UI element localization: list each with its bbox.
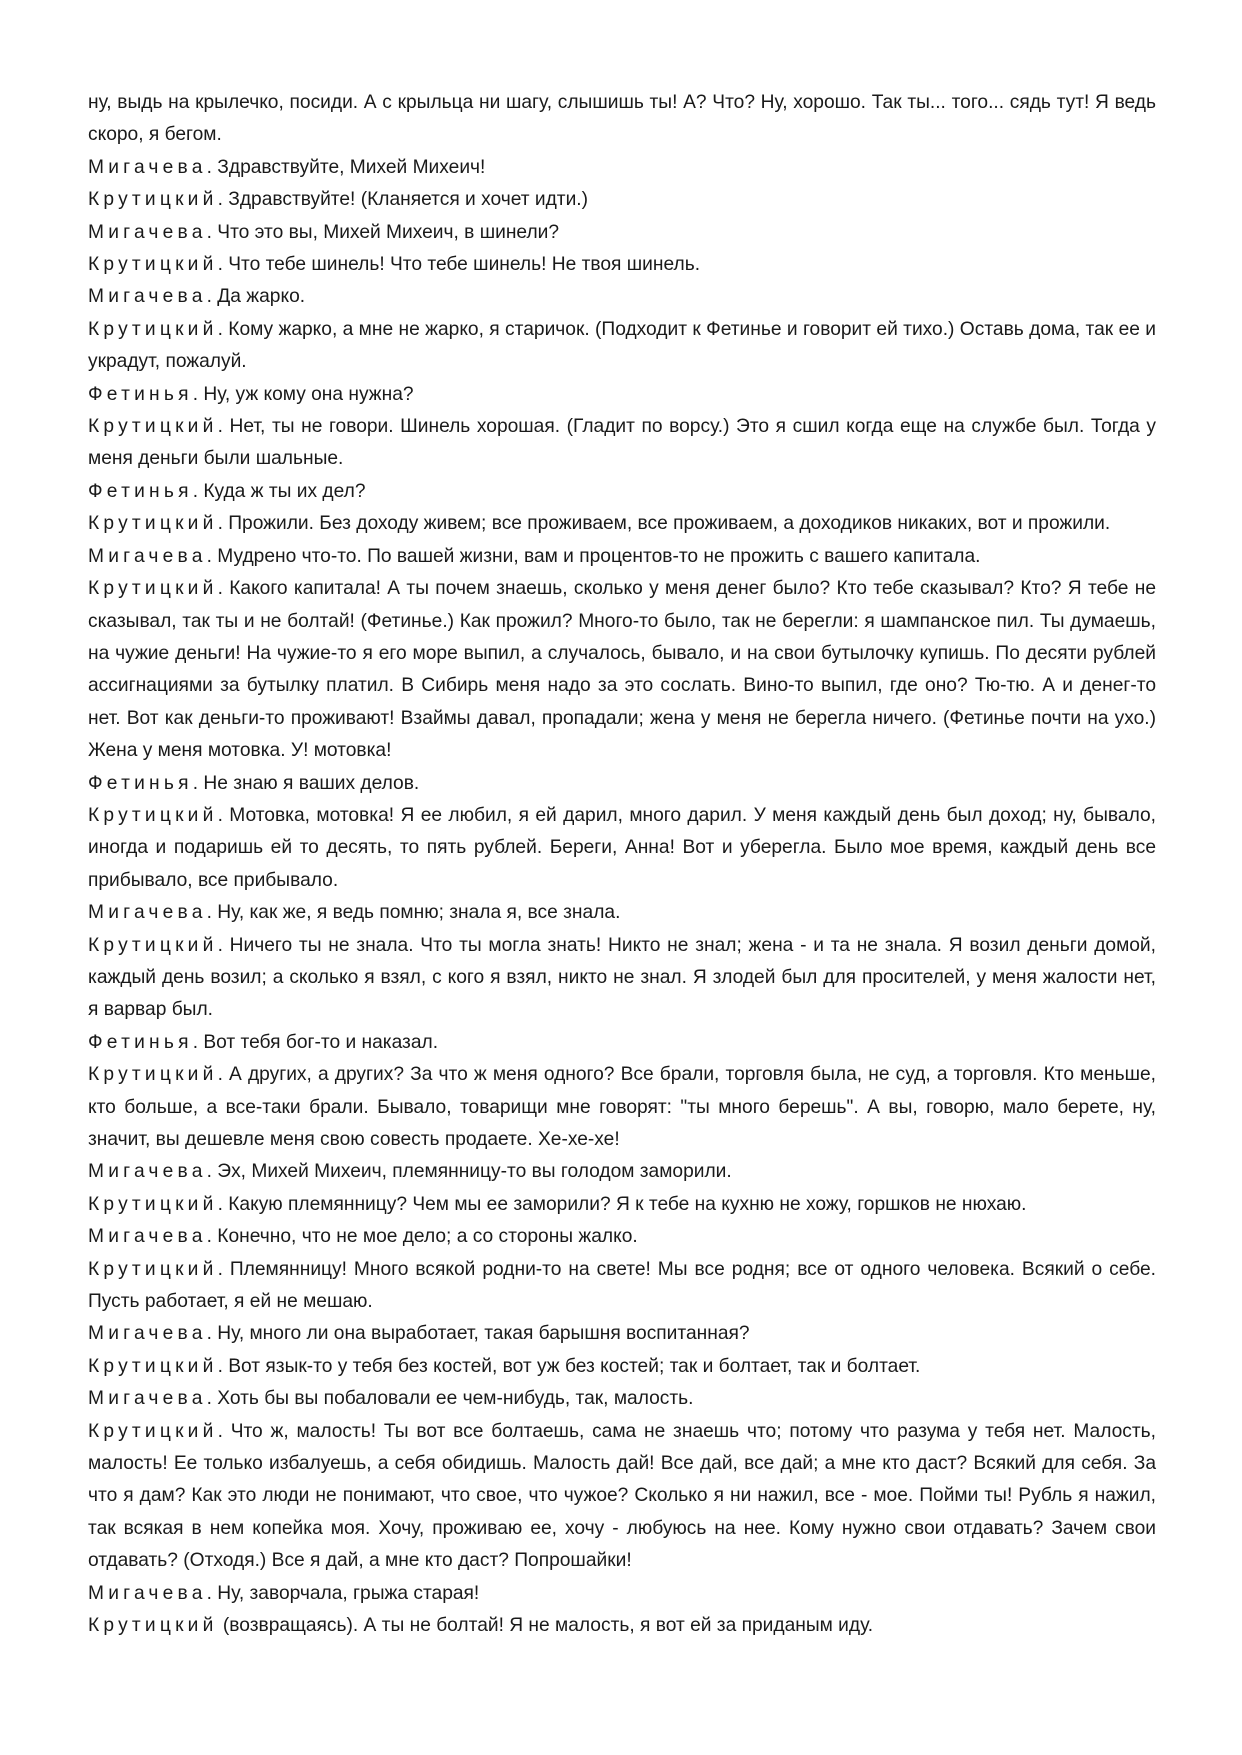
paragraph-4: [88, 217, 1156, 249]
speaker-name: Фетинья: [88, 1031, 193, 1053]
speaker-name: Мигачева: [88, 156, 207, 178]
speaker-name: Крутицкий: [88, 318, 218, 340]
paragraph-8: [88, 379, 1156, 411]
speaker-name: Крутицкий: [88, 254, 218, 276]
paragraph-29: [88, 1610, 1156, 1642]
paragraph-17: [88, 930, 1156, 1027]
paragraph-21: [88, 1189, 1156, 1221]
speaker-name: Мигачева: [88, 1226, 207, 1248]
paragraph-text: . Какую племянницу? Чем мы ее заморили? Я к тебе на кухню не хожу, горшков не нюхаю.: [217, 1193, 1027, 1215]
paragraph-26: [88, 1383, 1156, 1415]
speaker-name: Крутицкий: [88, 1615, 218, 1637]
speaker-name: Крутицкий: [88, 804, 218, 826]
speaker-name: Мигачева: [88, 221, 207, 243]
paragraph-7: [88, 314, 1156, 379]
paragraph-text: . Эх, Михей Михеич, племянницу-то вы голодом заморили.: [206, 1161, 732, 1183]
speaker-name: Крутицкий: [88, 416, 218, 438]
paragraph-text: . Ну, как же, я ведь помню; знала я, все знала.: [206, 902, 621, 924]
paragraph-11: [88, 508, 1156, 540]
paragraph-text: . Вот язык-то у тебя без костей, вот уж без костей; так и болтает, так и болтает.: [217, 1355, 921, 1377]
paragraph-9: [88, 411, 1156, 476]
speaker-name: Фетинья: [88, 480, 193, 502]
speaker-name: Крутицкий: [88, 189, 218, 211]
paragraph-text: . Вот тебя бог-то и наказал.: [192, 1031, 439, 1053]
paragraph-text: . Прожили. Без доходу живем; все проживаем, все проживаем, а доходиков никаких, вот и прожили.: [217, 513, 1111, 535]
speaker-name: Крутицкий: [88, 1064, 218, 1086]
paragraph-22: [88, 1221, 1156, 1253]
speaker-name: Мигачева: [88, 286, 207, 308]
paragraph-text: . Нет, ты не говори. Шинель хорошая. (Гладит по ворсу.) Это я сшил когда еще на службе был. Тогда у меня деньги были шальные.: [88, 416, 1156, 470]
paragraph-12: [88, 541, 1156, 573]
document-page: [88, 87, 1156, 1643]
paragraph-text: (возвращаясь). А ты не болтай! Я не малость, я вот ей за приданым иду.: [217, 1615, 874, 1637]
paragraph-text: . Мотовка, мотовка! Я ее любил, я ей дарил, много дарил. У меня каждый день был доход; ну, бывало, иногда и подаришь ей то десять, то пять рублей. Береги, Анна! Вот и уберегла. Было мое время, каждый день все прибывало, все прибывало.: [88, 804, 1156, 891]
paragraph-3: [88, 184, 1156, 216]
paragraph-text: . Мудрено что-то. По вашей жизни, вам и процентов-то не прожить с вашего капитала.: [206, 545, 981, 567]
speaker-name: Мигачева: [88, 545, 207, 567]
paragraph-text: . Что это вы, Михей Михеич, в шинели?: [206, 221, 560, 243]
paragraph-20: [88, 1156, 1156, 1188]
speaker-name: Крутицкий: [88, 513, 218, 535]
paragraph-text: . Ничего ты не знала. Что ты могла знать! Никто не знал; жена - и та не знала. Я возил деньги домой, каждый день возил; а сколько я взял, с кого я взял, никто не знал. Я злодей был для просителей, у меня жалости нет, я варвар был.: [88, 934, 1156, 1021]
speaker-name: Крутицкий: [88, 1420, 218, 1442]
paragraph-text: . Какого капитала! А ты почем знаешь, сколько у меня денег было? Кто тебе сказывал? Кто? Я тебе не сказывал, так ты и не болтай! (Фетинье.) Как прожил? Много-то было, так не берегли: я шампанское пил. Ты думаешь, на чужие деньги! На чужие-то я его море выпил, а случалось, бывало, и на свои бутылочку купишь. По десяти рублей ассигнациями за бутылку платил. В Сибирь меня надо за это сослать. Вино-то выпил, где оно? Тю-тю. А и денег-то нет. Вот как деньги-то проживают! Взаймы давал, пропадали; жена у меня не берегла ничего. (Фетинье почти на ухо.) Жена у меня мотовка. У! мотовка!: [88, 578, 1156, 762]
paragraph-19: [88, 1059, 1156, 1156]
speaker-name: Крутицкий: [88, 1355, 218, 1377]
paragraph-24: [88, 1318, 1156, 1350]
paragraph-18: [88, 1027, 1156, 1059]
paragraph-text: . Здравствуйте, Михей Михеич!: [206, 156, 486, 178]
paragraph-text: . Куда ж ты их дел?: [192, 480, 366, 502]
speaker-name: Мигачева: [88, 1388, 207, 1410]
paragraph-10: [88, 476, 1156, 508]
speaker-name: Мигачева: [88, 1323, 207, 1345]
speaker-name: Крутицкий: [88, 934, 218, 956]
paragraph-28: [88, 1578, 1156, 1610]
paragraph-1: [88, 87, 1156, 152]
speaker-name: Фетинья: [88, 383, 193, 405]
paragraph-text: . Хоть бы вы побаловали ее чем-нибудь, так, малость.: [206, 1388, 694, 1410]
speaker-name: Крутицкий: [88, 578, 218, 600]
paragraph-text: . Не знаю я ваших делов.: [192, 772, 420, 794]
speaker-name: Мигачева: [88, 1582, 207, 1604]
paragraph-25: [88, 1351, 1156, 1383]
paragraph-2: [88, 152, 1156, 184]
speaker-name: Мигачева: [88, 1161, 207, 1183]
paragraph-5: [88, 249, 1156, 281]
paragraph-23: [88, 1254, 1156, 1319]
speaker-name: Мигачева: [88, 902, 207, 924]
paragraph-text: . Что ж, малость! Ты вот все болтаешь, сама не знаешь что; потому что разума у тебя нет. Малость, малость! Ее только избалуешь, а себя обидишь. Малость дай! Все дай, все дай; а мне кто даст? Всякий для себя. За что я дам? Как это люди не понимают, что свое, что чужое? Сколько я ни нажил, все - мое. Пойми ты! Рубль я нажил, так всякая в нем копейка моя. Хочу, проживаю ее, хочу - любуюсь на нее. Кому нужно свои отдавать? Зачем свои отдавать? (Отходя.) Все я дай, а мне кто даст? Попрошайки!: [88, 1420, 1156, 1572]
paragraph-text: . Ну, уж кому она нужна?: [192, 383, 414, 405]
paragraph-text: . Конечно, что не мое дело; а со стороны жалко.: [206, 1226, 638, 1248]
paragraph-text: . Здравствуйте! (Кланяется и хочет идти.): [217, 189, 589, 211]
paragraph-16: [88, 897, 1156, 929]
paragraph-14: [88, 768, 1156, 800]
paragraph-text: . Да жарко.: [206, 286, 306, 308]
paragraph-text: . Кому жарко, а мне не жарко, я старичок. (Подходит к Фетинье и говорит ей тихо.) Оставь дома, так ее и украдут, пожалуй.: [88, 318, 1156, 373]
paragraph-text: . А других, а других? За что ж меня одного? Все брали, торговля была, не суд, а торговля. Кто меньше, кто больше, а все-таки брали. Бывало, товарищи мне говорят: "ты много берешь". А вы, говорю, мало берете, ну, значит, вы дешевле меня свою совесть продаете. Хе-хе-хе!: [88, 1064, 1156, 1150]
paragraph-text: . Что тебе шинель! Что тебе шинель! Не твоя шинель.: [217, 254, 701, 276]
paragraph-27: [88, 1416, 1156, 1578]
paragraph-15: [88, 800, 1156, 897]
paragraph-text: . Ну, заворчала, грыжа старая!: [206, 1582, 480, 1604]
paragraph-text: . Ну, много ли она выработает, такая барышня воспитанная?: [206, 1323, 750, 1345]
speaker-name: Крутицкий: [88, 1193, 218, 1215]
paragraph-text: . Племянницу! Много всякой родни-то на свете! Мы все родня; все от одного человека. Всякий о себе. Пусть работает, я ей не мешаю.: [88, 1258, 1156, 1313]
speaker-name: Крутицкий: [88, 1258, 218, 1280]
paragraph-text: ну, выдь на крылечко, посиди. А с крыльца ни шагу, слышишь ты! А? Что? Ну, хорошо. Так ты... того... сядь тут! Я ведь скоро, я бегом.: [88, 92, 1156, 146]
paragraph-6: [88, 281, 1156, 313]
paragraph-13: [88, 573, 1156, 767]
speaker-name: Фетинья: [88, 772, 193, 794]
